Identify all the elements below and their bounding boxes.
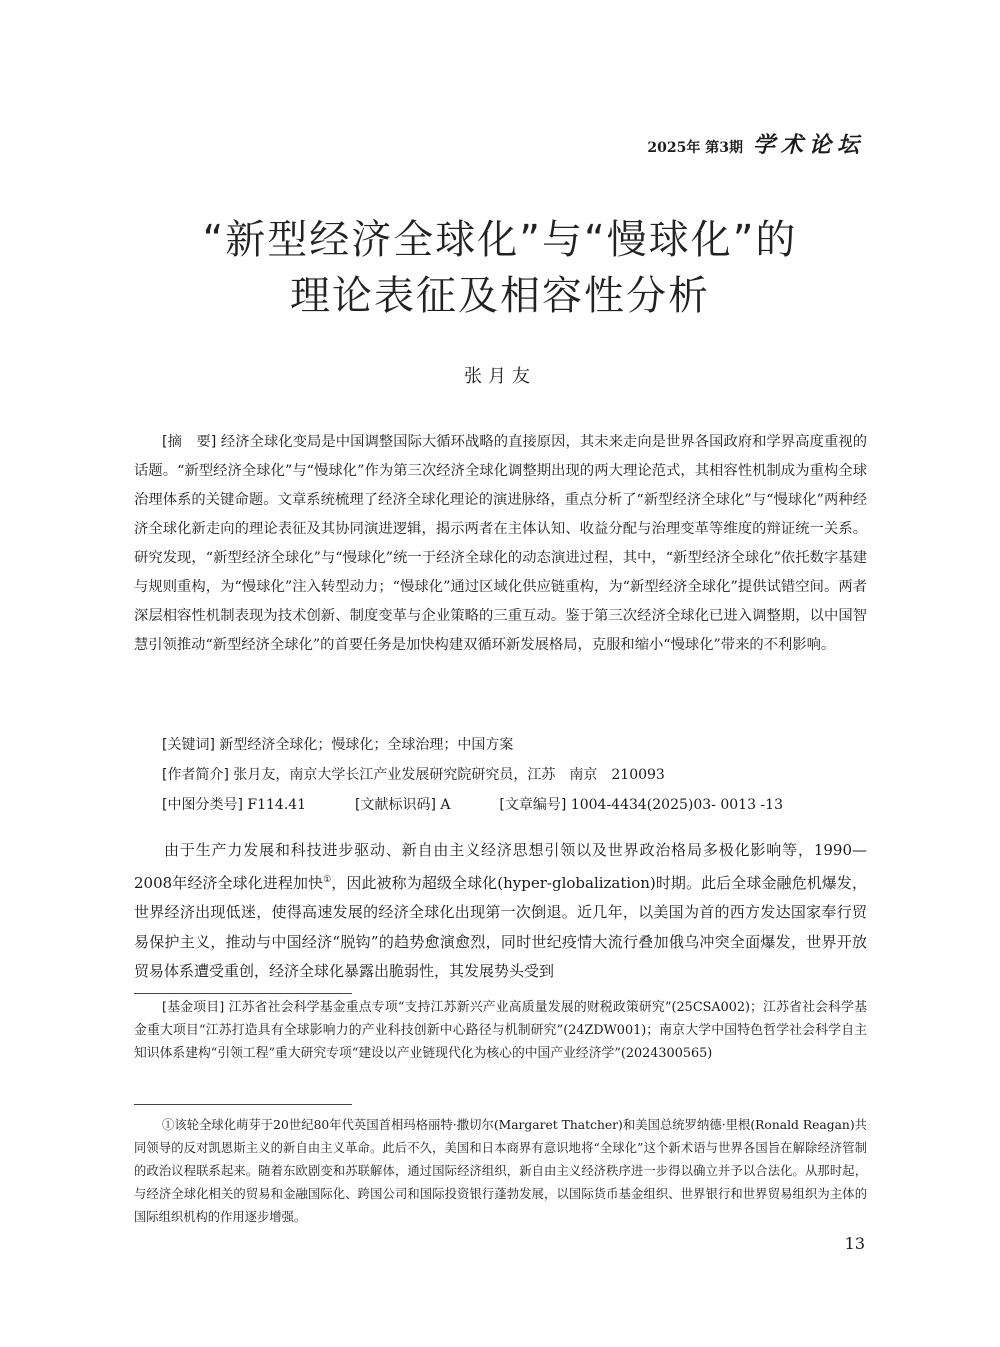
funding-note (134, 996, 867, 1065)
abstract (134, 428, 867, 660)
page-number: 13 (844, 1234, 865, 1253)
keywords-label: [关键词] (162, 737, 215, 753)
footnote-divider (134, 1104, 352, 1105)
body-text-part-1: 由于生产力发展和科技进步驱动、新自由主义经济思想引领以及世界政治格局多极化影响等，1990—2008年经济全球化进程加快 (134, 841, 867, 892)
footnote-ref[interactable]: ① (323, 874, 332, 885)
article-number-label: [文章编号] (499, 797, 567, 813)
funding-divider (134, 993, 352, 994)
funding-text: 江苏省社会科学基金重点专项“支持江苏新兴产业高质量发展的财税政策研究”(25CSA002)；江苏省社会科学基金重大项目“江苏打造具有全球影响力的产业科技创新中心路径与机制研究”(24ZDW001)；南京大学中国特色哲学社会科学自主知识体系建构“引领工程”重大研究专项“建设以产业链现代化为核心的中国产业经济学”(2024300565) (134, 1000, 867, 1061)
clc-label: [中图分类号] (162, 797, 243, 813)
doc-code-label: [文献标识码] (355, 797, 436, 813)
clc-value: F114.41 (247, 797, 307, 813)
title-line-2: 理论表征及相容性分析 (290, 273, 710, 319)
funding-label: [基金项目] (162, 1000, 225, 1015)
issue-label: 2025年 第3期 (647, 140, 743, 156)
running-header (647, 128, 865, 159)
keywords (162, 734, 513, 754)
keywords-text: 新型经济全球化；慢球化；全球治理；中国方案 (219, 737, 514, 753)
abstract-label: [摘 要] (162, 434, 217, 450)
footnote (134, 1114, 867, 1229)
author-name: 张月友 (464, 366, 536, 387)
doc-code-value: A (440, 797, 451, 813)
article-number-value: 1004-4434(2025)03- 0013 -13 (570, 797, 783, 813)
title-line-1: “新型经济全球化”与“慢球化”的 (202, 217, 798, 263)
author-bio (162, 764, 665, 784)
article-title (0, 212, 1000, 324)
abstract-text: 经济全球化变局是中国调整国际大循环战略的直接原因，其未来走向是世界各国政府和学界高度重视的话题。“新型经济全球化”与“慢球化”作为第三次经济全球化调整期出现的两大理论范式，其相容性机制成为重构全球治理体系的关键命题。文章系统梳理了经济全球化理论的演进脉络，重点分析了“新型经济全球化”与“慢球化”两种经济全球化新走向的理论表征及其协同演进逻辑，揭示两者在主体认知、收益分配与治理变革等维度的辩证统一关系。研究发现，“新型经济全球化”与“慢球化”统一于经济全球化的动态演进过程，其中，“新型经济全球化”依托数字基建与规则重构，为“慢球化”注入转型动力；“慢球化”通过区域化供应链重构，为“新型经济全球化”提供试错空间。两者深层相容性机制表现为技术创新、制度变革与企业策略的三重互动。鉴于第三次经济全球化已进入调整期，以中国智慧引领推动“新型经济全球化”的首要任务是加快构建双循环新发展格局，克服和缩小“慢球化”带来的不利影响。 (134, 434, 867, 653)
footnote-text: 该轮全球化萌芽于20世纪80年代英国首相玛格丽特·撒切尔(Margaret Thatcher)和美国总统罗纳德·里根(Ronald Reagan)共同领导的反对凯恩斯主义的新自由主义革命。此后不久，美国和日本商界有意识地将“全球化”这个新术语与世界各国旨在解除经济管制的政治议程联系起来。随着东欧剧变和苏联解体，通过国际经济组织，新自由主义经济秩序进一步得以确立并予以合法化。从那时起，与经济全球化相关的贸易和金融国际化、跨国公司和国际投资银行蓬勃发展，以国际货币基金组织、世界银行和世界贸易组织为主体的国际组织机构的作用逐步增强。 (134, 1118, 867, 1224)
body-paragraph (134, 836, 867, 987)
body-text-part-2: ，因此被称为超级全球化(hyper-globalization)时期。此后全球金融危机爆发，世界经济出现低迷，使得高速发展的经济全球化出现第一次倒退。近几年，以美国为首的西方发达国家奉行贸易保护主义，推动与中国经济“脱钩”的趋势愈演愈烈，同时世纪疫情大流行叠加俄乌冲突全面爆发，世界开放贸易体系遭受重创，经济全球化暴露出脆弱性，其发展势头受到 (134, 873, 867, 980)
author-bio-text: 张月友，南京大学长江产业发展研究院研究员，江苏 南京 210093 (233, 767, 665, 783)
journal-logo: 学术论坛 (752, 132, 865, 158)
classification-info (162, 794, 783, 814)
author-bio-label: [作者简介] (162, 767, 229, 783)
footnote-marker: ① (162, 1118, 175, 1132)
